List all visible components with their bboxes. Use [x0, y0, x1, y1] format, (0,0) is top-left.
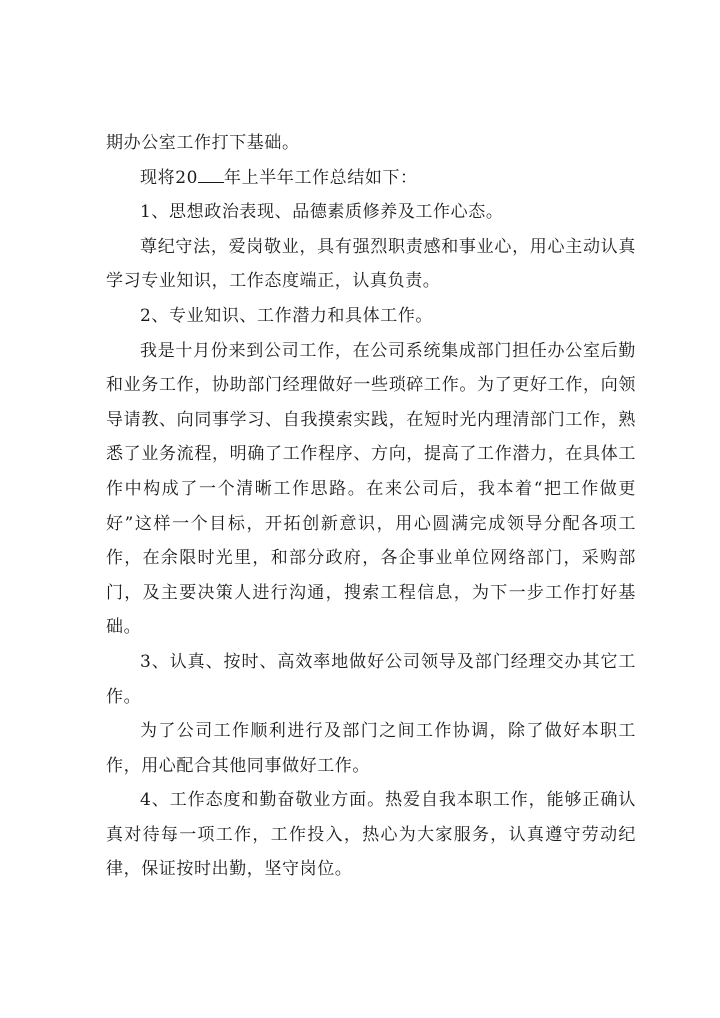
section-heading-1: 1、思想政治表现、品德素质修养及工作心态。 [140, 202, 504, 223]
intro-text-after-blank: 年上半年工作总结如下： [224, 167, 418, 188]
paragraph-continuation: 期办公室工作打下基础。 [106, 133, 300, 153]
section-heading-4: 4、工作态度和勤奋敬业方面。热爱自我本职工作，能够正确认真对待每一项工作，工作投入，热心为大家服务，认真遵守劳动纪律，保证按时出勤，坚守岗位。 [106, 790, 636, 880]
section-heading-2: 2、专业知识、工作潜力和具体工作。 [140, 305, 434, 326]
paragraph-section-1: 尊纪守法，爱岗敬业，具有强烈职责感和事业心，用心主动认真学习专业知识，工作态度端正，认真负责。 [106, 236, 636, 292]
paragraph-section-2: 我是十月份来到公司工作，在公司系统集成部门担任办公室后勤和业务工作，协助部门经理做好一些琐碎工作。为了更好工作，向领导请教、向同事学习、自我摸索实践，在短时光内理清部门工作，熟悉了业务流程，明确了工作程序、方向，提高了工作潜力，在具体工作中构成了一个清晰工作思路。在来公司后，我本着“把工作做更好”这样一个目标，开拓创新意识，用心圆满完成领导分配各项工作，在余限时光里，和部分政府，各企事业单位网络部门，采购部门，及主要决策人进行沟通，搜索工程信息，为下一步工作打好基础。 [106, 340, 636, 638]
paragraph-section-3: 为了公司工作顺利进行及部门之间工作协调，除了做好本职工作，用心配合其他同事做好工作。 [106, 721, 636, 776]
document-body [106, 126, 636, 887]
section-heading-3: 3、认真、按时、高效率地做好公司领导及部门经理交办其它工作。 [106, 651, 636, 707]
intro-text-before-blank: 现将20 [140, 167, 199, 188]
year-blank [198, 182, 224, 183]
paragraph-summary-intro [106, 161, 636, 196]
